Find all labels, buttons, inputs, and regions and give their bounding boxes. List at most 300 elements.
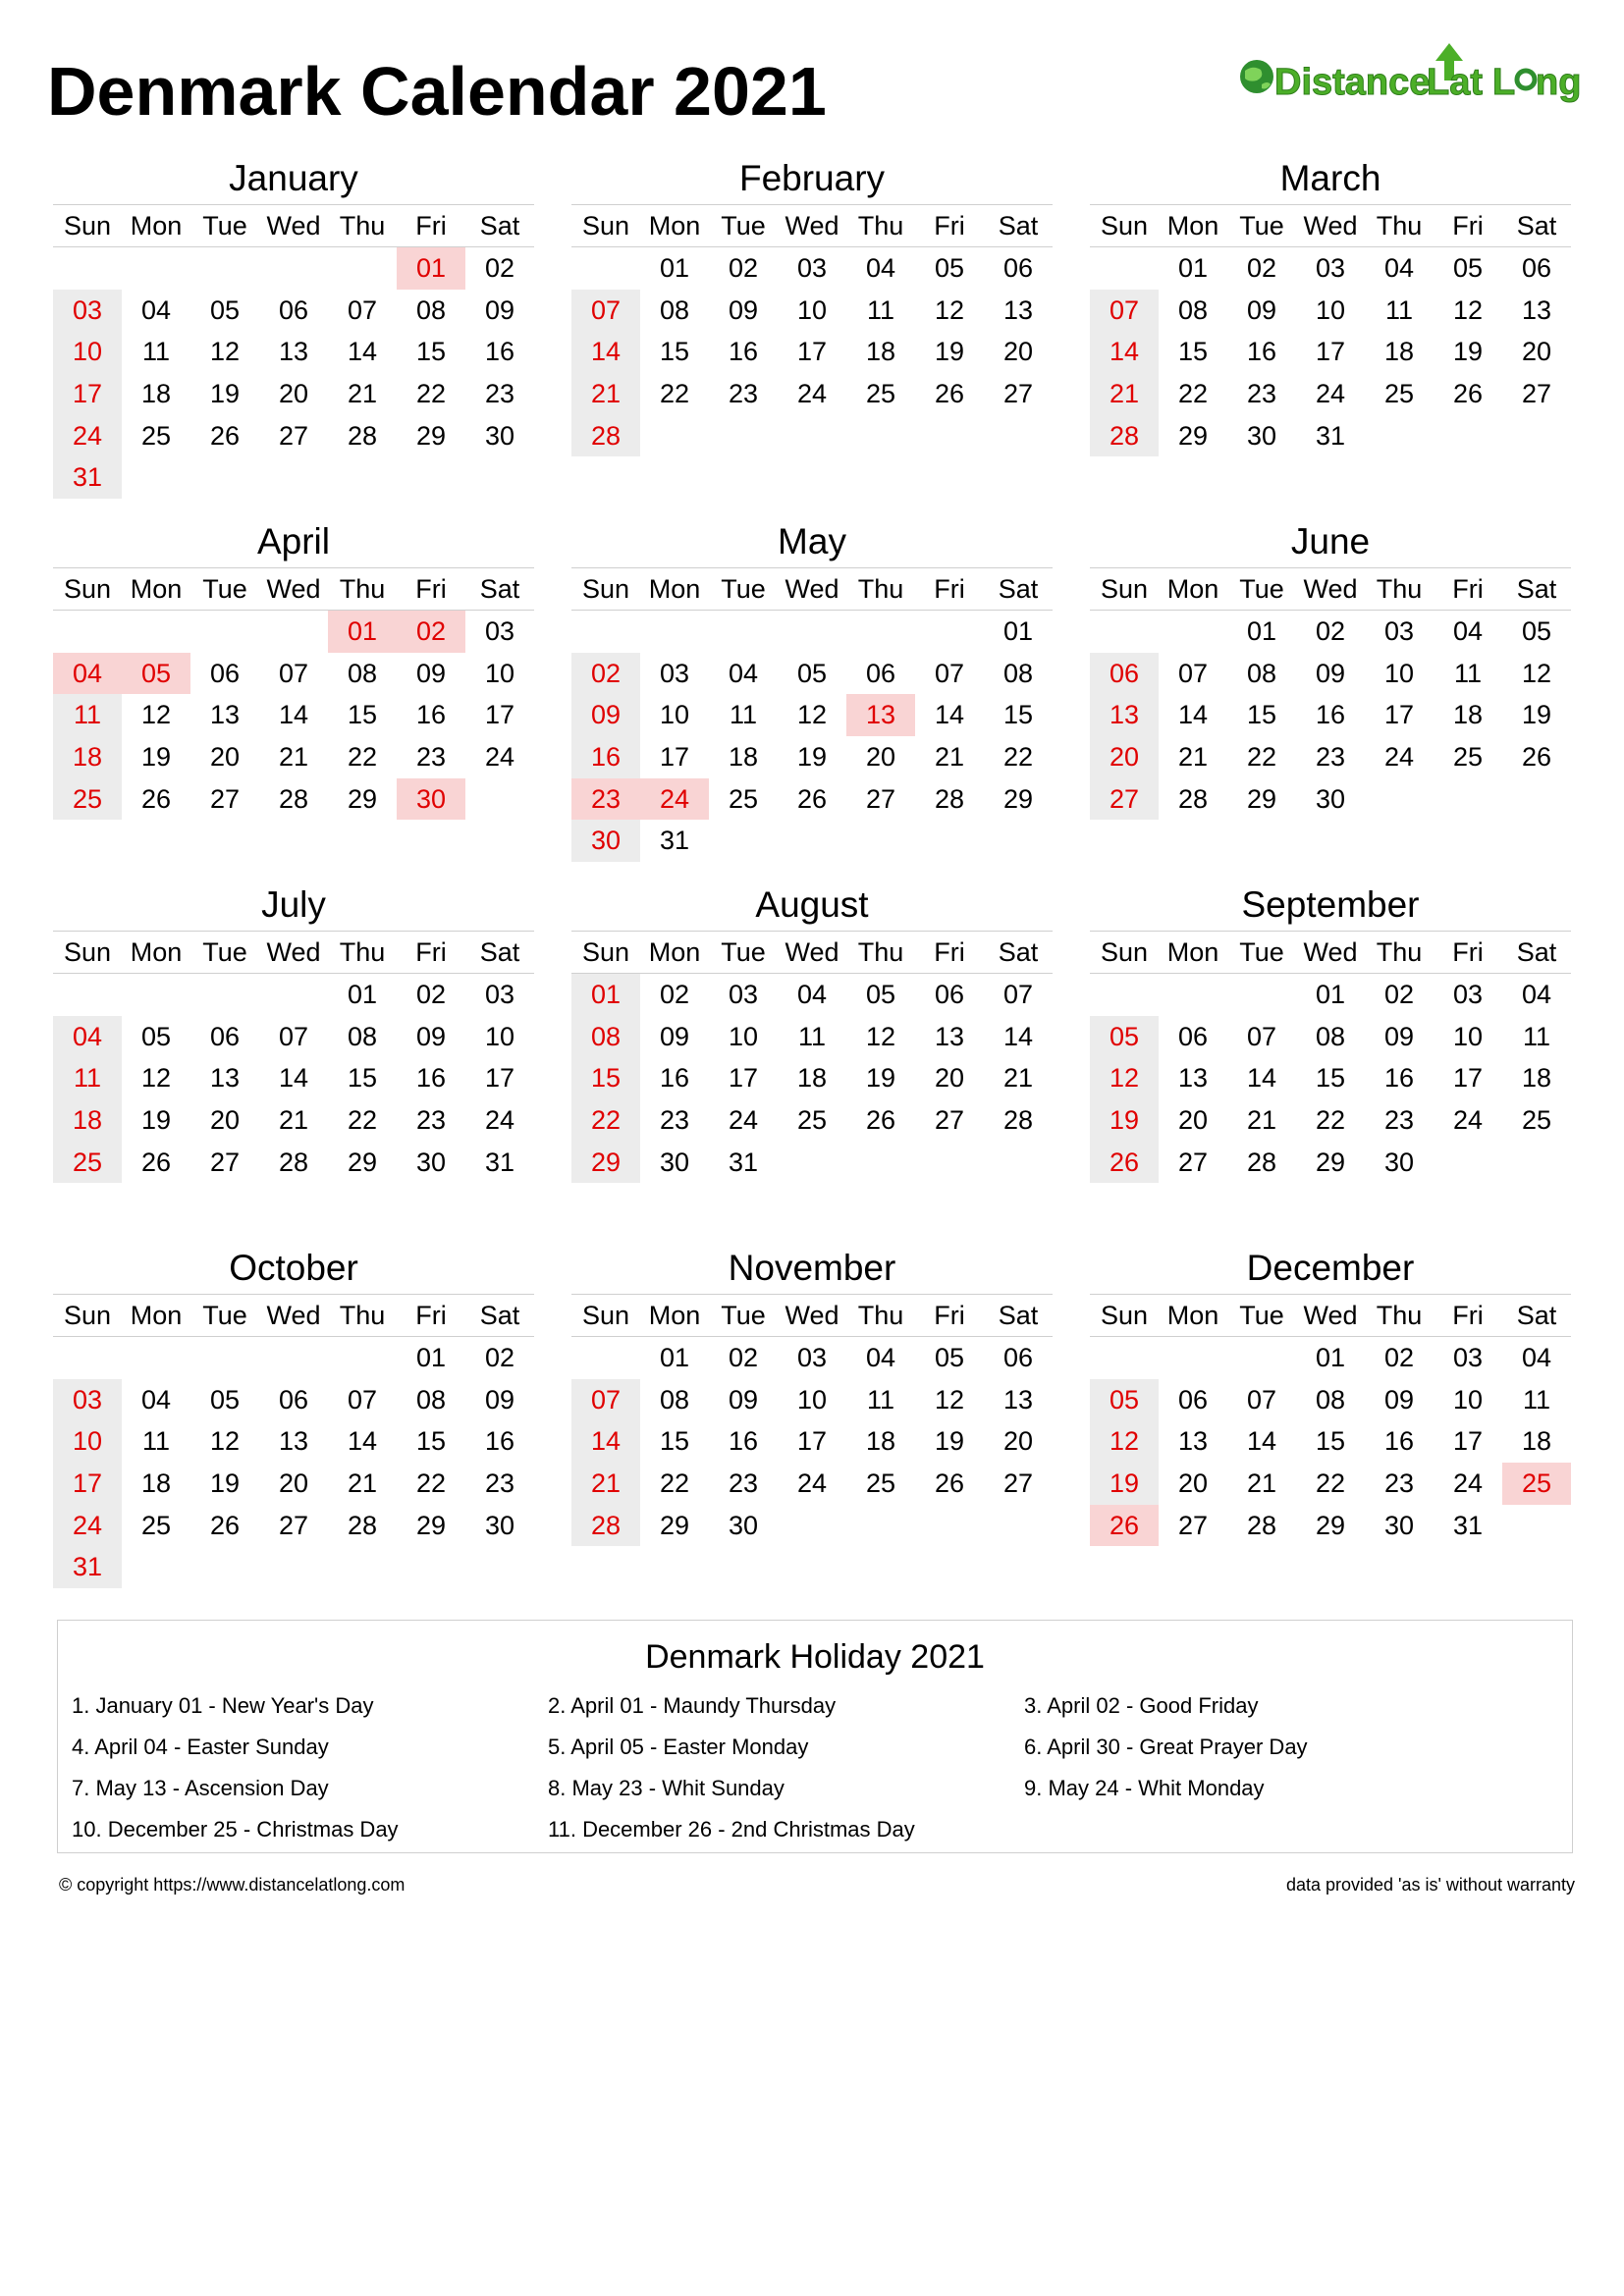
day-cell: 07 [1090, 290, 1159, 332]
week-row [571, 653, 1053, 695]
day-cell: 15 [1246, 700, 1277, 730]
day-cell: 16 [415, 1063, 447, 1094]
day-cell: 16 [484, 1426, 515, 1457]
weekday-label: Thu [1376, 211, 1423, 240]
day-cell: 31 [1315, 420, 1346, 451]
day-cell: 26 [1452, 379, 1484, 409]
pin-icon [1517, 71, 1535, 88]
day-cell: 15 [1177, 337, 1209, 367]
day-cell: 12 [140, 700, 172, 730]
weekday-header-row [53, 932, 534, 974]
day-cell: 10 [796, 1384, 828, 1415]
weekday-label: Tue [721, 1301, 766, 1330]
holiday-item: 9. May 24 - Whit Monday [1024, 1776, 1265, 1800]
day-cell: 02 [484, 253, 515, 283]
week-row [571, 1420, 1053, 1463]
day-cell: 19 [865, 1063, 896, 1094]
day-cell: 22 [571, 1099, 640, 1142]
day-cell: 04 [796, 980, 828, 1009]
day-cell: 15 [659, 337, 690, 367]
week-row [571, 247, 1053, 290]
day-cell: 19 [796, 742, 828, 773]
day-cell: 17 [796, 337, 828, 367]
day-cell: 22 [347, 742, 378, 773]
day-cell: 04 [140, 1384, 172, 1415]
empty-day-cell [709, 820, 778, 862]
week-row [53, 247, 534, 290]
empty-day-cell [1502, 1505, 1571, 1547]
day-cell: 17 [728, 1063, 759, 1094]
empty-day-cell [915, 1505, 984, 1547]
week-row [571, 611, 1053, 653]
holiday-item: 4. April 04 - Easter Sunday [72, 1735, 329, 1759]
empty-day-cell [984, 1142, 1053, 1184]
weekday-label: Wed [785, 574, 839, 604]
day-cell: 15 [1315, 1063, 1346, 1094]
day-cell: 04 [53, 1016, 122, 1058]
day-cell: 13 [1177, 1426, 1209, 1457]
day-cell: 13 [209, 1063, 241, 1094]
day-cell: 07 [347, 294, 378, 325]
day-cell: 26 [934, 1468, 965, 1499]
day-cell: 31 [484, 1147, 515, 1177]
day-cell: 11 [866, 1384, 895, 1415]
week-row [1090, 1142, 1571, 1184]
empty-day-cell [1434, 1142, 1502, 1184]
weekday-label: Sun [1100, 574, 1149, 604]
month-november [571, 1239, 1053, 1546]
day-cell: 19 [209, 1468, 241, 1499]
months-grid [53, 149, 1573, 1596]
day-cell: 21 [1177, 742, 1209, 773]
weekday-label: Sat [998, 937, 1039, 967]
week-row [53, 1546, 534, 1588]
day-cell: 11 [729, 700, 758, 730]
day-cell: 08 [571, 1016, 640, 1058]
empty-day-cell [709, 611, 778, 653]
day-cell: 24 [53, 1505, 122, 1547]
day-cell: 23 [1383, 1468, 1415, 1499]
week-row [53, 694, 534, 736]
day-cell: 07 [1246, 1021, 1277, 1051]
month-may [571, 512, 1053, 862]
day-cell: 27 [934, 1105, 965, 1136]
week-row [53, 611, 534, 653]
week-row [53, 1379, 534, 1421]
day-cell: 11 [1453, 658, 1483, 688]
week-row [1090, 290, 1571, 332]
day-cell: 30 [397, 778, 465, 821]
empty-day-cell [122, 456, 190, 499]
day-cell: 23 [728, 379, 759, 409]
day-cell: 22 [1315, 1468, 1346, 1499]
day-cell: 17 [796, 1426, 828, 1457]
weekday-label: Thu [1376, 574, 1423, 604]
day-cell: 07 [934, 658, 965, 688]
day-cell: 04 [728, 658, 759, 688]
day-cell: 06 [278, 1384, 309, 1415]
day-cell: 20 [1002, 1426, 1034, 1457]
empty-day-cell [1502, 415, 1571, 457]
day-cell: 02 [1383, 1343, 1415, 1372]
month-name: August [571, 876, 1053, 932]
empty-day-cell [571, 247, 640, 290]
week-row [1090, 1099, 1571, 1142]
day-cell: 20 [278, 379, 309, 409]
day-cell: 25 [796, 1105, 828, 1136]
empty-day-cell [778, 1505, 846, 1547]
holiday-item: 6. April 30 - Great Prayer Day [1024, 1735, 1308, 1759]
empty-day-cell [1227, 974, 1296, 1016]
weekday-label: Fri [1452, 1301, 1484, 1330]
empty-day-cell [571, 611, 640, 653]
day-cell: 19 [140, 1105, 172, 1136]
day-cell: 22 [415, 379, 447, 409]
day-cell: 15 [1002, 700, 1034, 730]
day-cell: 14 [1246, 1063, 1277, 1094]
weekday-label: Tue [721, 574, 766, 604]
empty-day-cell [122, 247, 190, 290]
day-cell: 01 [397, 247, 465, 290]
day-cell: 05 [1090, 1016, 1159, 1058]
day-cell: 10 [484, 1021, 515, 1051]
week-row [571, 1505, 1053, 1547]
day-cell: 20 [209, 742, 241, 773]
weekday-header-row [571, 205, 1053, 247]
weekday-header-row [53, 568, 534, 611]
day-cell: 01 [571, 974, 640, 1016]
day-cell: 02 [484, 1343, 515, 1372]
day-cell: 29 [415, 1510, 447, 1540]
empty-day-cell [984, 820, 1053, 862]
empty-day-cell [1434, 778, 1502, 821]
weekday-label: Sun [63, 211, 112, 240]
day-cell: 02 [415, 980, 447, 1009]
week-row [1090, 1505, 1571, 1547]
day-cell: 06 [209, 1021, 241, 1051]
day-cell: 25 [1521, 1105, 1552, 1136]
weekday-label: Wed [1303, 1301, 1358, 1330]
weekday-label: Sun [63, 1301, 112, 1330]
day-cell: 18 [1521, 1063, 1552, 1094]
week-row [1090, 1057, 1571, 1099]
day-cell: 15 [659, 1426, 690, 1457]
day-cell: 23 [1246, 379, 1277, 409]
day-cell: 22 [1002, 742, 1034, 773]
day-cell: 19 [140, 742, 172, 773]
day-cell: 18 [53, 736, 122, 778]
day-cell: 03 [728, 980, 759, 1009]
empty-day-cell [190, 1337, 259, 1379]
empty-day-cell [1090, 247, 1159, 290]
day-cell: 03 [53, 1379, 122, 1421]
day-cell: 10 [53, 1420, 122, 1463]
weekday-label: Tue [1239, 574, 1284, 604]
weekday-label: Mon [130, 937, 183, 967]
week-row [53, 778, 534, 821]
day-cell: 19 [934, 1426, 965, 1457]
day-cell: 11 [53, 1057, 122, 1099]
empty-day-cell [122, 611, 190, 653]
holiday-item: 1. January 01 - New Year's Day [72, 1693, 374, 1718]
day-cell: 09 [1315, 658, 1346, 688]
day-cell: 21 [347, 379, 378, 409]
empty-day-cell [53, 974, 122, 1016]
day-cell: 24 [1383, 742, 1415, 773]
day-cell: 08 [415, 1384, 447, 1415]
day-cell: 16 [728, 1426, 759, 1457]
day-cell: 06 [209, 658, 241, 688]
day-cell: 01 [347, 980, 378, 1009]
day-cell: 02 [728, 253, 759, 283]
day-cell: 08 [659, 294, 690, 325]
empty-day-cell [846, 1505, 915, 1547]
weekday-label: Wed [1303, 937, 1358, 967]
holiday-item: 10. December 25 - Christmas Day [72, 1817, 399, 1842]
day-cell: 17 [1315, 337, 1346, 367]
day-cell: 29 [347, 783, 378, 814]
day-cell: 15 [415, 337, 447, 367]
day-cell: 12 [209, 1426, 241, 1457]
day-cell: 21 [1090, 373, 1159, 415]
weekday-label: Wed [266, 937, 321, 967]
weekday-label: Wed [1303, 211, 1358, 240]
day-cell: 17 [1452, 1426, 1484, 1457]
weekday-label: Thu [857, 1301, 904, 1330]
empty-day-cell [122, 974, 190, 1016]
day-cell: 27 [1002, 1468, 1034, 1499]
week-row [1090, 778, 1571, 821]
day-cell: 16 [1315, 700, 1346, 730]
day-cell: 05 [865, 980, 896, 1009]
day-cell: 30 [1383, 1147, 1415, 1177]
day-cell: 18 [865, 337, 896, 367]
day-cell: 27 [1090, 778, 1159, 821]
day-cell: 13 [278, 337, 309, 367]
day-cell: 31 [53, 456, 122, 499]
day-cell: 10 [1452, 1021, 1484, 1051]
day-cell: 25 [728, 783, 759, 814]
day-cell: 12 [796, 700, 828, 730]
weekday-label: Tue [202, 574, 247, 604]
day-cell: 10 [1383, 658, 1415, 688]
day-cell: 04 [1521, 1343, 1552, 1372]
day-cell: 14 [1090, 331, 1159, 373]
day-cell: 24 [53, 415, 122, 457]
weekday-label: Thu [339, 937, 386, 967]
weekday-label: Wed [785, 1301, 839, 1330]
day-cell: 25 [865, 379, 896, 409]
week-row [1090, 611, 1571, 653]
day-cell: 07 [1177, 658, 1209, 688]
day-cell: 03 [484, 616, 515, 646]
day-cell: 13 [934, 1021, 965, 1051]
weekday-label: Tue [721, 211, 766, 240]
day-cell: 09 [659, 1021, 690, 1051]
day-cell: 01 [415, 1343, 447, 1372]
week-row [1090, 1420, 1571, 1463]
day-cell: 11 [141, 337, 171, 367]
day-cell: 18 [728, 742, 759, 773]
day-cell: 23 [728, 1468, 759, 1499]
day-cell: 02 [397, 611, 465, 653]
month-july [53, 876, 534, 1183]
day-cell: 15 [347, 1063, 378, 1094]
day-cell: 14 [347, 1426, 378, 1457]
day-cell: 10 [659, 700, 690, 730]
empty-day-cell [984, 1505, 1053, 1547]
empty-day-cell [915, 611, 984, 653]
week-row [1090, 1016, 1571, 1058]
page-title: Denmark Calendar 2021 [47, 53, 827, 130]
day-cell: 03 [659, 658, 690, 688]
day-cell: 10 [1452, 1384, 1484, 1415]
weekday-label: Sun [63, 937, 112, 967]
weekday-header-row [1090, 932, 1571, 974]
empty-day-cell [1227, 1337, 1296, 1379]
day-cell: 27 [1002, 379, 1034, 409]
week-row [571, 1463, 1053, 1505]
weekday-label: Tue [202, 937, 247, 967]
weekday-label: Sun [1100, 1301, 1149, 1330]
day-cell: 03 [1452, 980, 1484, 1009]
week-row [571, 694, 1053, 736]
week-row [571, 1142, 1053, 1184]
day-cell: 01 [328, 611, 397, 653]
day-cell: 26 [1090, 1505, 1159, 1547]
day-cell: 19 [1452, 337, 1484, 367]
distancelatlong-logo[interactable] [1235, 37, 1582, 108]
day-cell: 05 [209, 1384, 241, 1415]
day-cell: 25 [1452, 742, 1484, 773]
day-cell: 16 [571, 736, 640, 778]
week-row [53, 1057, 534, 1099]
month-april [53, 512, 534, 820]
month-name: October [53, 1239, 534, 1295]
day-cell: 02 [1246, 253, 1277, 283]
day-cell: 30 [728, 1510, 759, 1540]
day-cell: 12 [865, 1021, 896, 1051]
day-cell: 24 [796, 379, 828, 409]
day-cell: 05 [209, 294, 241, 325]
day-cell: 24 [1452, 1105, 1484, 1136]
day-cell: 11 [53, 694, 122, 736]
day-cell: 18 [796, 1063, 828, 1094]
day-cell: 22 [659, 1468, 690, 1499]
day-cell: 17 [53, 373, 122, 415]
weekday-label: Fri [415, 1301, 447, 1330]
day-cell: 04 [1383, 253, 1415, 283]
week-row [571, 1016, 1053, 1058]
week-row [1090, 373, 1571, 415]
holiday-list-panel [57, 1620, 1573, 1853]
day-cell: 30 [484, 420, 515, 451]
day-cell: 08 [1315, 1384, 1346, 1415]
day-cell: 12 [1090, 1420, 1159, 1463]
weekday-label: Fri [1452, 211, 1484, 240]
day-cell: 01 [659, 1343, 690, 1372]
month-january [53, 149, 534, 499]
holiday-item: 2. April 01 - Maundy Thursday [548, 1693, 837, 1718]
month-june [1090, 512, 1571, 820]
empty-day-cell [190, 611, 259, 653]
day-cell: 02 [659, 980, 690, 1009]
day-cell: 26 [209, 420, 241, 451]
week-row [53, 653, 534, 695]
empty-day-cell [397, 456, 465, 499]
weekday-header-row [1090, 205, 1571, 247]
day-cell: 05 [1090, 1379, 1159, 1421]
day-cell: 26 [796, 783, 828, 814]
day-cell: 29 [415, 420, 447, 451]
empty-day-cell [1434, 415, 1502, 457]
day-cell: 11 [866, 294, 895, 325]
day-cell: 03 [484, 980, 515, 1009]
day-cell: 31 [53, 1546, 122, 1588]
day-cell: 11 [1522, 1021, 1551, 1051]
weekday-header-row [1090, 568, 1571, 611]
day-cell: 23 [484, 379, 515, 409]
weekday-label: Sun [581, 211, 630, 240]
day-cell: 09 [415, 658, 447, 688]
empty-day-cell [640, 611, 709, 653]
day-cell: 26 [1090, 1142, 1159, 1184]
day-cell: 08 [415, 294, 447, 325]
weekday-label: Fri [415, 211, 447, 240]
day-cell: 13 [1090, 694, 1159, 736]
day-cell: 24 [484, 742, 515, 773]
day-cell: 04 [1521, 980, 1552, 1009]
day-cell: 27 [1177, 1510, 1209, 1540]
week-row [571, 820, 1053, 862]
empty-day-cell [259, 247, 328, 290]
day-cell: 26 [209, 1510, 241, 1540]
month-name: May [571, 512, 1053, 568]
weekday-label: Mon [130, 211, 183, 240]
svg-text:Distance: Distance [1274, 62, 1431, 103]
week-row [53, 1505, 534, 1547]
day-cell: 09 [1246, 294, 1277, 325]
day-cell: 09 [484, 1384, 515, 1415]
day-cell: 17 [1383, 700, 1415, 730]
week-row [1090, 694, 1571, 736]
day-cell: 11 [1384, 294, 1414, 325]
day-cell: 01 [1315, 980, 1346, 1009]
day-cell: 10 [53, 331, 122, 373]
day-cell: 27 [865, 783, 896, 814]
day-cell: 15 [347, 700, 378, 730]
day-cell: 22 [1315, 1105, 1346, 1136]
empty-day-cell [1502, 1142, 1571, 1184]
day-cell: 14 [1177, 700, 1209, 730]
day-cell: 15 [415, 1426, 447, 1457]
empty-day-cell [259, 974, 328, 1016]
day-cell: 24 [1452, 1468, 1484, 1499]
day-cell: 30 [659, 1147, 690, 1177]
day-cell: 16 [659, 1063, 690, 1094]
empty-day-cell [53, 611, 122, 653]
month-name: January [53, 149, 534, 205]
weekday-label: Mon [130, 574, 183, 604]
empty-day-cell [328, 456, 397, 499]
day-cell: 26 [865, 1105, 896, 1136]
weekday-label: Thu [339, 1301, 386, 1330]
day-cell: 27 [1177, 1147, 1209, 1177]
day-cell: 17 [484, 700, 515, 730]
day-cell: 23 [571, 778, 640, 821]
svg-text:Lat: Lat [1427, 62, 1483, 103]
day-cell: 30 [1383, 1510, 1415, 1540]
